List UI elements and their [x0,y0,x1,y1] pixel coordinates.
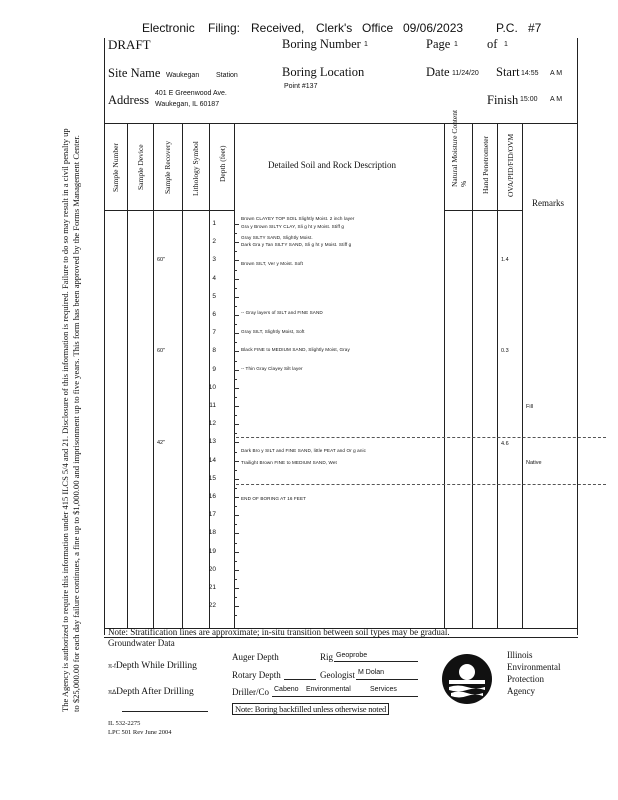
agency-line4: Agency [507,686,535,696]
depth-tick-minor [234,524,237,525]
desc-3: Brown SILT, Ver y Moist. Soft [241,261,304,266]
depth-tick-minor [234,342,237,343]
depth-tick [234,606,239,607]
depth-label: 4 [212,274,216,282]
col-lithology-symbol: Lithology Symbol [191,141,200,196]
desc-7: Gray SILT, Slightly Moist, Soft [241,329,305,334]
stamp-filing: Filing: [208,21,241,35]
start-ampm: A M [550,70,563,77]
depth-label: 2 [212,238,216,246]
col-sample-number: Sample Number [111,143,120,192]
depth-label: 20 [208,565,216,573]
col-ova: OVA/PID/FID/OVM [506,133,515,197]
boring-location-value: Point #137 [284,83,318,90]
depth-label: 15 [208,474,216,482]
depth-tick [234,461,239,462]
stamp-pc: P.C. [496,21,518,35]
depth-while-prefix: π-f [108,664,116,670]
depth-label: 11 [209,402,216,409]
legal-notice-line1: The Agency is authorized to require this information under 415 ILCS 5/4 and 21. Disclosure of this information is required. Failure to do so may result in a civil penalty up [60,128,70,713]
depth-tick-minor [234,506,237,507]
boring-number-value: 1 [364,41,368,48]
page-value: 1 [454,41,458,48]
depth-tick [234,388,239,389]
depth-tick [234,297,239,298]
depth-tick [234,242,239,243]
recovery-value: 60" [157,257,166,263]
depth-tick [234,279,239,280]
driller-label: Driller/Co [232,687,269,697]
depth-tick-minor [234,251,237,252]
depth-while-label: Depth While Drilling [115,661,197,671]
depth-label: 6 [212,311,216,318]
address-line1: 401 E Greenwood Ave. [155,90,227,97]
desc-8: Black FINE to MEDIUM SAND, Slightly Moist, Gray [241,347,350,352]
stamp-pc-number: #7 [528,21,542,35]
depth-tick [234,424,239,425]
depth-label: 17 [208,511,216,519]
depth-label: 12 [208,420,216,428]
depth-tick-minor [234,470,237,471]
stamp-received: Received, [251,21,305,35]
desc-16: END OF BORING AT 16 FEET [241,496,307,501]
depth-tick [234,260,239,261]
driller-value1: Cabeno [274,686,299,693]
groundwater-label: Groundwater Data [108,638,175,648]
col-sample-device: Sample Device [136,144,145,190]
ova-value: 0.3 [501,348,509,354]
depth-after-prefix: πΔ [108,690,117,696]
depth-tick-minor [234,452,237,453]
depth-tick [234,479,239,480]
depth-tick-minor [234,433,237,434]
depth-tick [234,315,239,316]
auger-depth-label: Auger Depth [232,652,279,662]
driller-value2: Environmental [306,686,351,693]
legal-notice-line2: to $25,000.00 for each day failure continues, a fine up to $1,000.00 and imprisonment up to five years. This form has been approved by the Forms Management Center. [71,135,81,712]
start-label: Start [496,65,520,79]
depth-label: 19 [208,547,216,555]
rotary-depth-label: Rotary Depth [232,670,281,680]
geologist-value: M Dolan [358,669,385,676]
depth-after-label: Depth After Drilling [116,687,194,697]
stamp-date: 09/06/2023 [403,21,464,35]
depth-tick [234,370,239,371]
finish-ampm: A M [550,96,563,103]
remark-value: Native [526,460,542,466]
col-sample-recovery: Sample Recovery [163,140,172,194]
rig-value: Geoprobe [336,652,368,659]
depth-while-drilling [108,661,197,671]
depth-tick-minor [234,561,237,562]
site-name-value1: Waukegan [166,72,200,79]
start-value: 14:55 [521,70,539,77]
depth-tick-minor [234,579,237,580]
boring-number-label: Boring Number [282,37,361,51]
ova-value: 1.4 [501,257,509,263]
depth-label: 16 [208,493,216,500]
depth-tick [234,442,239,443]
depth-tick-minor [234,597,237,598]
depth-label: 1 [212,220,216,227]
depth-tick [234,533,239,534]
depth-tick [234,406,239,407]
stratification-line [236,437,606,438]
agency-line2: Environmental [507,662,561,672]
depth-label: 9 [212,365,216,373]
desc-1b: Gra y Brown SILTY CLAY, Sli g ht y Moist. Stiff g [241,224,345,229]
depth-label: 5 [212,292,216,300]
depth-label: 18 [208,529,216,537]
note-backfilled: Note: Boring backfilled unless otherwise noted [232,703,389,715]
agency-line1: Illinois [507,650,533,660]
depth-tick-minor [234,361,237,362]
depth-tick-minor [234,288,237,289]
boring-location-label: Boring Location [282,65,365,79]
depth-tick-minor [234,306,237,307]
depth-tick [234,224,239,225]
depth-tick-minor [234,615,237,616]
depth-label: 21 [208,584,216,591]
depth-label: 10 [208,383,216,391]
col-hand-penetrometer: Hand Penetrometer [481,135,490,194]
ova-value: 4.6 [501,441,509,447]
depth-tick [234,351,239,352]
page-label: Page [426,37,451,51]
desc-2a: Gray SILTY SAND, Slightly Moist. [241,235,313,240]
address-line2: Waukegan, IL 60187 [155,101,220,108]
depth-label: 13 [208,438,216,446]
col-natural-moisture: Natural Moisture Content % [450,109,468,187]
col-remarks: Remarks [532,198,564,208]
stamp-electronic: Electronic [142,21,195,35]
depth-label: 8 [212,347,216,355]
depth-label: 14 [208,456,216,464]
of-label: of [487,37,498,51]
depth-tick [234,588,239,589]
draft-label: DRAFT [108,37,151,52]
depth-tick-minor [234,397,237,398]
depth-tick-minor [234,270,237,271]
depth-tick [234,552,239,553]
depth-label: 22 [208,602,216,610]
geologist-label: Geologist [320,670,355,680]
stratification-line [236,484,606,485]
depth-tick-minor [234,415,237,416]
finish-label: Finish [487,93,519,107]
depth-tick [234,497,239,498]
agency-line3: Protection [507,674,544,684]
recovery-value: 42" [157,440,166,446]
desc-2b: Dark Gra y Tan SILTY SAND, Sli g ht y Moist. Stiff g [241,242,352,247]
desc-6: -- Gray layers of SILT and FINE SAND [241,310,323,315]
form-code1: IL 532-2275 [108,720,141,727]
address-label: Address [108,93,149,107]
depth-tick-minor [234,233,237,234]
col-depth-feet: Depth (feet) [218,145,227,182]
driller-value3: Services [370,686,397,693]
rig-label: Rig [320,652,334,662]
depth-tick-minor [234,543,237,544]
desc-9: -- Thin Gray Clayey Silt layer [241,366,303,371]
of-value: 1 [504,41,508,48]
form-code2: LPC 501 Rev June 2004 [108,729,172,736]
depth-tick-minor [234,324,237,325]
depth-label: 3 [212,256,216,264]
depth-tick [234,333,239,334]
remark-value: Fill [526,404,534,410]
depth-label: 7 [212,329,216,337]
recovery-value: 60" [157,348,166,354]
note-stratification: Note: Stratification lines are approximate; in-situ transition between soil types may be gradual. [108,627,450,637]
site-name-value2: Station [216,72,238,79]
stamp-office: Office [362,21,394,35]
depth-tick-minor [234,379,237,380]
desc-1a: Brown CLAYEY TOP SOIL Slightly Moist. 2 inch layer [241,216,355,221]
stamp-clerks: Clerk's [316,21,353,35]
site-name-label: Site Name [108,66,161,80]
depth-after-drilling [108,687,194,697]
date-value: 11/24/20 [452,70,479,77]
desc-13: Dark Bro y SILT and FINE SAND, little PEAT and Or g anic [241,448,366,453]
col-description: Detailed Soil and Rock Description [268,160,396,170]
desc-14: Trailight Brown FINE to MEDIUM SAND, Wet [241,460,337,465]
finish-value: 15:00 [520,96,538,103]
depth-tick [234,515,239,516]
iepa-logo-icon [441,653,493,705]
depth-tick [234,570,239,571]
date-label: Date [426,65,450,79]
depth-tick-minor [234,488,237,489]
